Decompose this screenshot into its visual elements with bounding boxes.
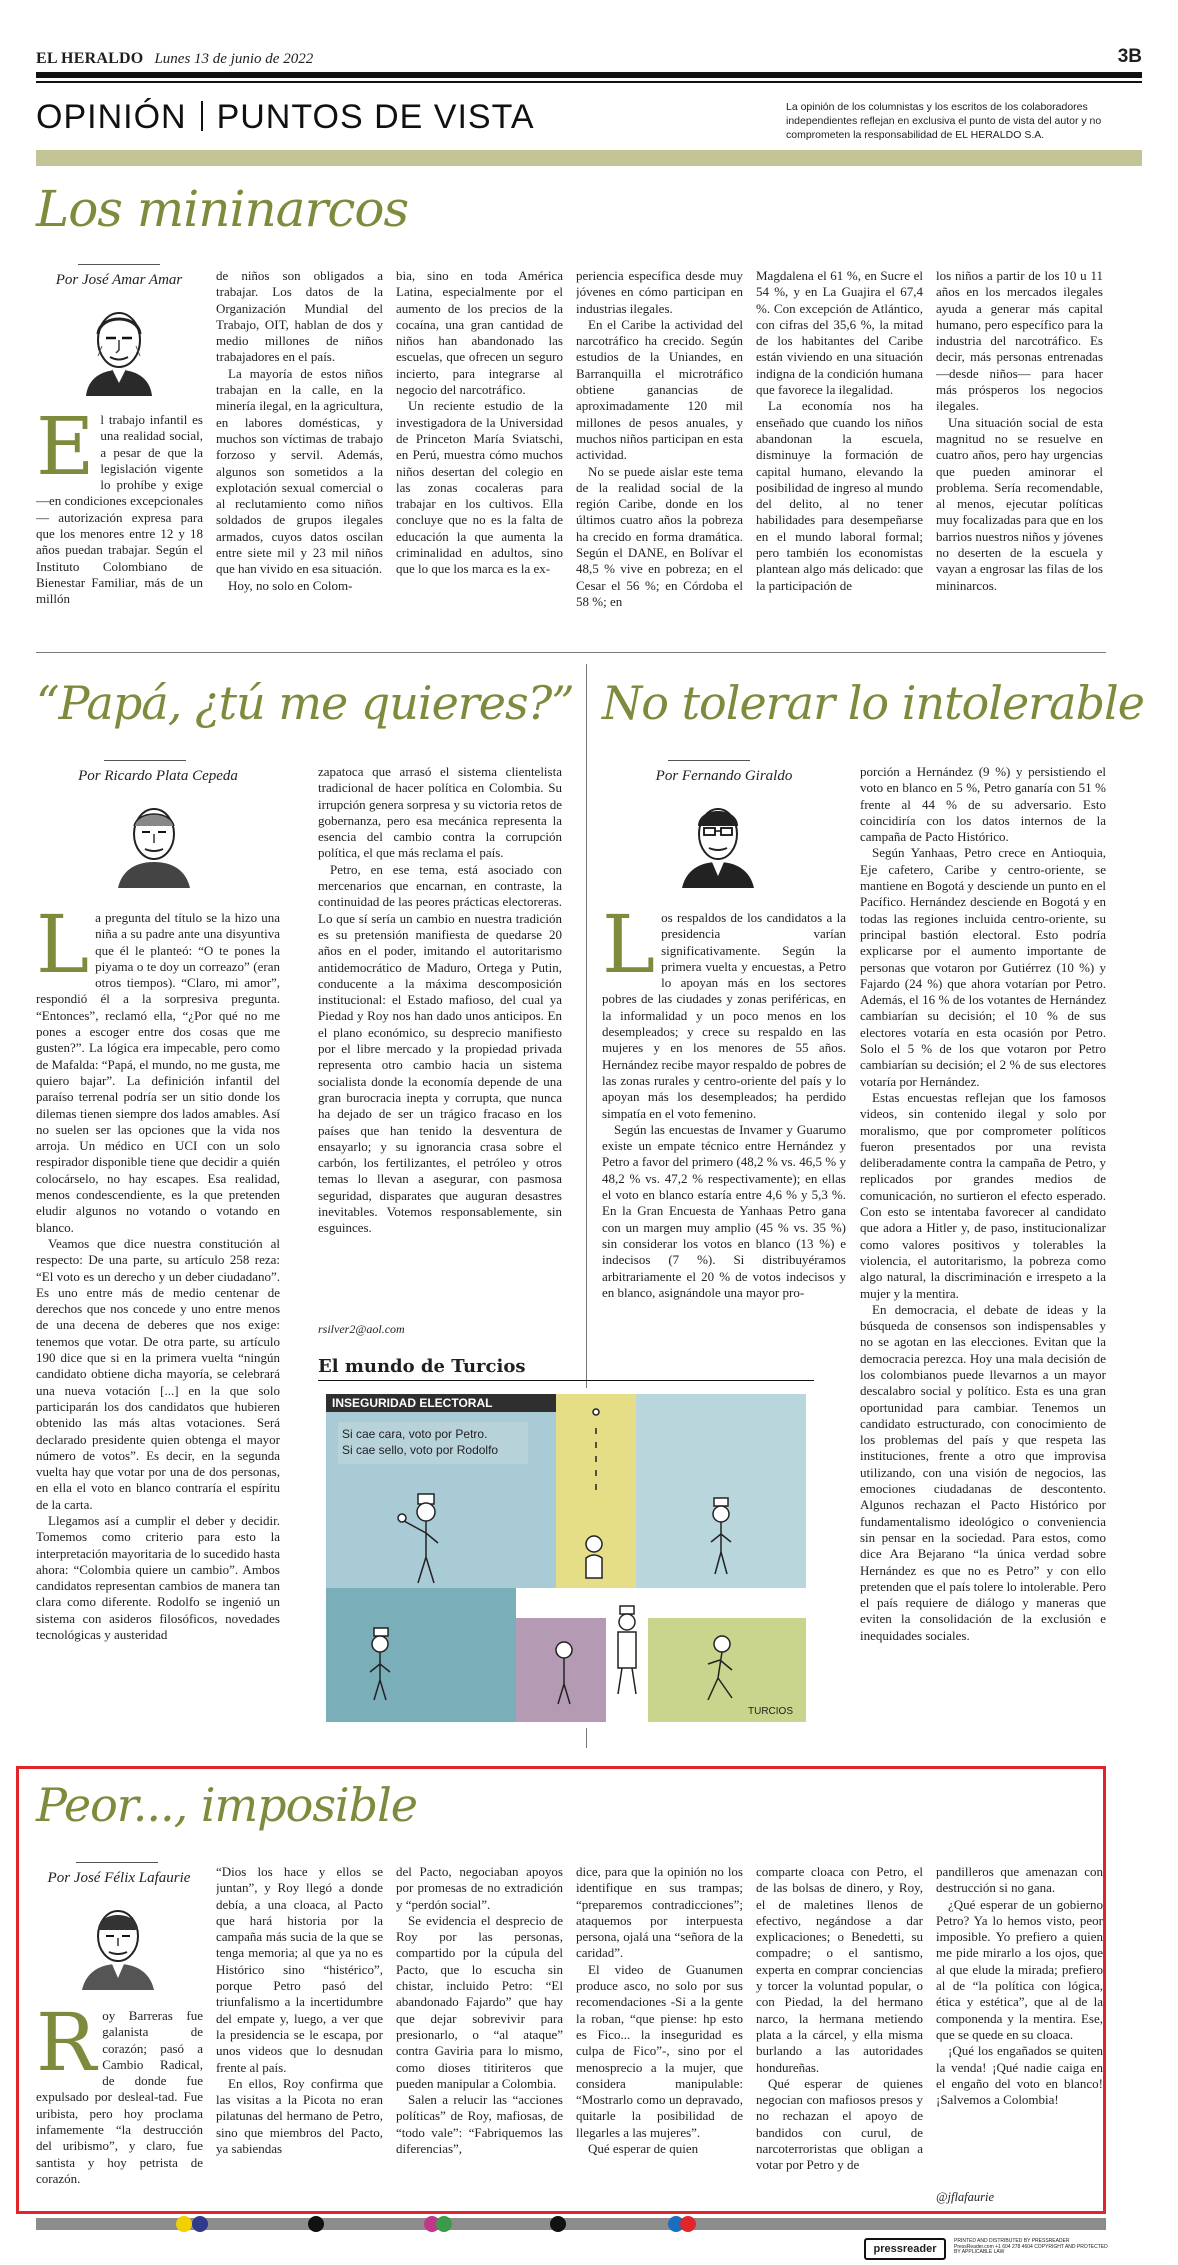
- cartoon-section-title: El mundo de Turcios: [318, 1356, 526, 1377]
- issue-date: Lunes 13 de junio de 2022: [154, 51, 314, 67]
- paragraph: Hoy, no solo en Colom-: [228, 577, 353, 593]
- cartoon-caption-line-2: Si cae sello, voto por Rodolfo: [342, 1443, 499, 1457]
- paragraph: periencia específica desde muy jóvenes en cómo participan en industrias ilegales.: [576, 268, 743, 316]
- byline: Por Fernando Giraldo: [655, 768, 793, 784]
- drop-cap: E: [36, 412, 95, 493]
- article-column: [576, 268, 743, 624]
- paragraph: Veamos que dice nuestra constitución al respecto: De una parte, su artículo 258 reza: “El voto es un derecho y un deber ciudadano”. Es uno entre más de medio centenar de derechos que nos concede y uno entre menos de una decena de deberes que nos exige: tenemos que votar. De otra parte, su artículo 190 dice que si en la primera vuelta “ningún candidato obtiene dicha mayoría, se celebrará una nueva votación [...] en la que solo participarán los dos candidatos que hubieren obtenido las más altas votaciones. Será declarado presidente quien obtenga el mayor número de votos”. Es decir, en la segunda vuelta hay que votar por una de dos personas, en ella el voto en blanco contraría el espíritu de la carta.: [36, 1235, 280, 1512]
- author-portrait: [676, 796, 760, 888]
- article-column: [36, 412, 203, 624]
- registration-dot: [436, 2216, 452, 2232]
- article-title: No tolerar lo intolerable: [602, 676, 1144, 730]
- paragraph: Qué esperar de quien: [588, 2141, 699, 2157]
- paragraph: ¡Qué los engañados se quiten la venda! ¡Qué nadie caiga en el engaño del voto en blanco! ¡Salvemos a Colombia!: [936, 2043, 1103, 2108]
- section-title: [36, 98, 535, 137]
- section-left: OPINIÓN: [36, 98, 187, 136]
- article-column: [396, 268, 563, 624]
- paragraph: zapatoca que arrasó el sistema clientelista tradicional de hacer política en Colombia. Su irrupción genera sorpresa y su victoria retos de gobernanza, pero esa mecánica representa la esencia del cambio contra la corrupción política, el que más reclama el país.: [318, 764, 562, 861]
- author-portrait: [76, 300, 162, 396]
- registration-dot: [550, 2216, 566, 2232]
- paragraph: Según Yanhaas, Petro crece en Antioquia, Eje cafetero, Caribe y centro-oriente, se mantiene en Bogotá y desciende un punto en el Pacífico. Hernández desciende en Bogotá y en todas las regiones incluida centro-oriente, su principal bastión electoral. Esto podría explicarse por el aumento importante de personas que votaron por Gutiérrez (10 %) y Fajardo (24 %) que ahora votarían por Petro. Además, el 16 % de los votantes de Hernández cambiarían su decisión; el 10 % de sus electores votaría en esta ocasión por Petro. Solo el 5 % de los que votaron por Petro cambiarían su decisión; el 2 % de sus electores votaría por Hernández.: [860, 845, 1106, 1089]
- section-right: PUNTOS DE VISTA: [216, 98, 535, 136]
- article-column: [756, 1864, 923, 2208]
- paragraph: El video de Guanumen produce asco, no solo por sus recomendaciones -Si a la gente la roban, “que piense: hp esto es Fico... la inseguridad es culpa de Fico”-, sino por el menosprecio a la mujer, que considera manipulable: “Mostrarlo como un depravado, quitarle la posibilidad de llegarles a las mujeres”.: [576, 1961, 743, 2140]
- paragraph: Una situación social de esta magnitud no se resuelve en cuatro años, pero hay urgencias que pueden aminorar el problema. Sería recomendable, al menos, ejecutar políticas muy focalizadas para que en los barrios nuestros niños y jóvenes no deserten de la escuela y vayan a engrosar las filas de los mininarcos.: [936, 414, 1103, 593]
- author-portrait: [112, 796, 196, 888]
- editorial-cartoon: [318, 1388, 814, 1728]
- article-column: [756, 268, 923, 624]
- article-column: [936, 1864, 1103, 2190]
- cartoon-signature: TURCIOS: [748, 1706, 793, 1717]
- article-column: [860, 764, 1106, 1748]
- paragraph: pandilleros que amenazan con destrucción si no gana.: [936, 1864, 1103, 1896]
- byline: Por José Félix Lafaurie: [47, 1870, 191, 1886]
- byline-rule: [104, 760, 186, 761]
- author-handle: @jflafaurie: [936, 2190, 995, 2204]
- article-column: [36, 2008, 203, 2208]
- section-color-bar: [36, 150, 1142, 166]
- article-column: [396, 1864, 563, 2208]
- pressreader-footer: [864, 2238, 1110, 2260]
- article-column: [936, 268, 1103, 624]
- pressreader-fine-print: PRINTED AND DISTRIBUTED BY PRESSREADER PressReader.com +1 604 278 4604 COPYRIGHT AND PROTECTED BY APPLICABLE LAW: [954, 2238, 1108, 2255]
- cartoon-rule: [318, 1380, 814, 1381]
- article-title: Peor..., imposible: [36, 1778, 418, 1832]
- newspaper-name: EL HERALDO: [36, 50, 144, 67]
- registration-dot: [192, 2216, 208, 2232]
- masthead-rule-thin: [36, 81, 1142, 83]
- author-portrait: [76, 1898, 160, 1990]
- paragraph: Se evidencia el desprecio de Roy por las personas, compartido por la cúpula del Pacto, que lo escucha sin chistar, incluido Petro: “El abandonado Fajardo” que hay que dejar sobrevivir para presionarlo, o “al ataque” contra Gaviria para lo mismo, como dioses titiriteros que pueden manipular a Colombia.: [396, 1912, 563, 2091]
- paragraph: Magdalena el 61 %, en Sucre el 54 %, y en La Guajira el 67,4 %. Con excepción de Atlántico, con cifras del 35,6 %, la mitad de los habitantes del Caribe están viviendo en una situación indigna de la condición humana que favorece la ilegalidad.: [756, 268, 923, 398]
- pressreader-logo[interactable]: pressreader: [864, 2238, 946, 2260]
- paragraph: bia, sino en toda América Latina, especialmente por el aumento de los precios de la cocaína, una gran cantidad de niños han abandonado las escuelas, que ofrecen un seguro incierto, para integrarse al negocio del narcotráfico.: [396, 268, 563, 398]
- paragraph: “Dios los hace y ellos se juntan”, y Roy llegó a donde debía, a una cloaca, al Pacto que hará historia por la campaña más sucia de la que se tenga memoria; al que ya no es Histórico sino “histérico”, porque Petro pasó del triunfalismo a la incertidumbre del empate y, luego, a ver que la presidencia se le escapa, por unos videos que lo desnudan frente al país.: [216, 1864, 383, 2075]
- paragraph: Llegamos así a cumplir el deber y decidir. Tomemos como criterio para esto la interpretación mayoritaria de lo sucedido hasta ahora: “Colombia quiere un cambio”. Ambos candidatos representan cambios de manera tan clara como diferente. Rodolfo se ingenió un sistema con asideros filosóficos, novedades tecnológicas y austeridad: [36, 1512, 280, 1643]
- paragraph: dice, para que la opinión no los identifique en sus trampas; “preparemos contradicciones”; ataquemos por interpuesta persona, ojalá una “señora de la caridad”.: [576, 1864, 743, 1961]
- paragraph: Qué esperar de quienes negocian con mafiosos presos y no rechazan el apoyo de bandidos con curul, de narcoterroristas que obligan a votar por Petro y de: [756, 2075, 923, 2173]
- article-column: [216, 1864, 383, 2208]
- column-text: os respaldos de los candidatos a la presidencia varían significativamente. Según la primera vuelta y encuestas, a Petro lo apoyan más en los sectores pobres de las ciudades y zonas periféricas, en la informalidad y un poco menos en los desempleados; y crece su respaldo en las mujeres y en los menores de 55 años. Hernández recibe mayor respaldo de pobres de las zonas rurales y centro-oriente del país y lo apoyan más los desempleados; ha perdido simpatía en el voto femenino.: [602, 910, 846, 1121]
- masthead-rule: [36, 72, 1142, 78]
- article-column: [602, 910, 846, 1344]
- paragraph: Petro, en ese tema, está asociado con mercenarios que encarnan, en contraste, la continuidad de las peores prácticas electoreras. Lo que sí sería un cambio en nuestra tradición es su pretensión manifiesta de quedarse 20 años en el poder, imitando el autoritarismo antidemocrático de Maduro, Ortega y Putin, conducente a la máxima descomposición institucional: el Estado mafioso, del cual ya Piedad y Roy nos han dado unos anticipos. En el plano económico, su desprecio manifiesto por el libre mercado y la propiedad privada representa otro cambio hacia un sistema socialista donde la economía depende de una gran burocracia inepta y corrupta, que nunca ha dejado de ser un trágico fracaso en los países que han tenido la desventura de ensayarlo; y su ignorancia crasa sobre el carbón, los fertilizantes, el petróleo y otros temas lo llevan a asegurar, con pasmosa seguridad, disparates que auguran desastres inevitables. Votemos responsablemente, sin esguinces.: [318, 861, 562, 1236]
- paragraph: comparte cloaca con Petro, el de las bolsas de dinero, y Roy, el de maletines llenos de efectivo, negándose a dar explicaciones; o Benedetti, su compadre; o el santismo, experta en comprar conciencias y torcer la voluntad popular, o con Piedad, la del hermano narco, la hermana metiendo plata a la cárcel, y ella misma burlando a las autoridades hondureñas.: [756, 1864, 923, 2075]
- paragraph: Según las encuestas de Invamer y Guarumo existe un empate técnico entre Hernández y Petro a favor del primero (48,2 % vs. 46,5 % y 48,2 % vs. 47,2 % respectivamente); en ellas el voto en blanco estaría entre 4,6 % y 5,3 %. En la Gran Encuesta de Yanhaas Petro gana con un margen muy amplio (45 % vs. 35 %) sin considerar los votos en blanco (13 %) e indecisos (7 %). Si distribuyéramos arbitrariamente el 20 % de votos indecisos y en blanco, asignándole una mayor pro-: [602, 1121, 846, 1300]
- byline-rule: [668, 760, 750, 761]
- paragraph: porción a Hernández (9 %) y persistiendo el voto en blanco en 5 %, Petro ganaría con 51 % frente al 44 % de su adversario. Esto coincidiría con los datos internos de la campaña de Pacto Histórico.: [860, 764, 1106, 845]
- registration-dot: [176, 2216, 192, 2232]
- paragraph: La mayoría de estos niños trabajan en la calle, en la minería ilegal, en la agricultura, en labores domésticas, y muchos son víctimas de trabajo forzoso y servil. Además, algunos son sometidos a la explotación sexual comercial o al reclutamiento como niños soldados de grupos ilegales armados, cuyos datos oscilan entre siete mil y 23 mil niños que han vivido en esa situación.: [216, 365, 383, 577]
- drop-cap: L: [602, 910, 656, 991]
- column-text: oy Barreras fue galanista de corazón; pasó a Cambio Radical, de donde fue expulsado por desleal-tad. Fue uribista, pero hoy proclama infamemente “la destrucción del uribismo”, y claro, fue santista y hoy petrista de corazón.: [36, 2008, 203, 2186]
- author-email: rsilver2@aol.com: [318, 1322, 405, 1336]
- section-divider: [201, 101, 203, 131]
- registration-dot: [680, 2216, 696, 2232]
- byline-rule: [78, 264, 160, 265]
- paragraph: En ellos, Roy confirma que las visitas a la Picota no eran pilatunas del hermano de Petro, sino que miembros del Pacto, ya sabiendas: [216, 2075, 383, 2157]
- drop-cap: R: [36, 2008, 97, 2089]
- byline: Por José Amar Amar: [55, 272, 183, 288]
- article-column: [576, 1864, 743, 2208]
- paragraph: La economía nos ha enseñado que cuando los niños abandonan la escuela, disminuye la formación de capital humano, elevando la posibilidad de ingreso al mundo del delito, al no tener habilidades para desempeñarse en el mundo laboral formal; pero también los economistas plantean algo más delicado: que la participación de: [756, 398, 923, 593]
- column-text: l trabajo infantil es una realidad social, a pesar de que la legislación vigente lo prohíbe y exige —en condiciones excepcionales— autorización expresa para que los menores entre 12 y 18 años puedan trabajar. Según el Instituto Colombiano de Bienestar Familiar, más de un millón: [36, 412, 203, 607]
- article-column: [216, 268, 383, 624]
- byline-rule: [76, 1862, 158, 1863]
- paragraph: En democracia, el debate de ideas y la búsqueda de consensos son indispensables y no se agotan en las elecciones. Evitan que la democracia perezca. Hoy una mala decisión de los colombianos puede llevarnos a un mayor descalabro social y político. Esta es una gran oportunidad para cambiar. Tenemos un candidato estructurado, con conocimiento de los problemas del país y que respeta las instituciones, frente a otro que improvisa utilizando, con una visión de negocios, las emociones ciudadanas de descontento. Algunos rechazan el Pacto Histórico por fundamentalismo ideológico o conveniencia sin pensar en la sociedad. Para estos, como dice Ara Bejarano “la única verdad sobre Hernández es que no es Petro” y con ello pretenden que el país tolere lo intolerable. Pero el país requiere de diálogo y maneras que eviten la consolidación de la exclusión e inequidades sociales.: [860, 1301, 1106, 1643]
- byline: Por Ricardo Plata Cepeda: [78, 768, 238, 784]
- masthead: [36, 48, 1142, 68]
- article-column: [36, 910, 280, 1778]
- column-text: a pregunta del título se la hizo una niña a su padre ante una disyuntiva que él le planteó: “O te pones la piyama o te doy un correazo” (eran otros tiempos). “Claro, mi amor”, respondió él a la sorpresiva pregunta. “Entonces”, reclamó ella, “¿Por qué no me pones a escoger entre dos cosas que me gusten?”. La lógica era impecable, pero como de Mafalda: “Papá, el mundo, no me gusta, me quiero bajar”. La definición infantil del paraíso terrenal podría ser un sitio donde los dilemas tienen siempre dos lados amables. Así no suelen ser las opciones que la vida nos arroja. Un médico en UCI con un solo respirador disponible tiene que decidir a quién colocárselo, no hay escapes. Esa realidad, menos condescendiente, es la que pretenden eludir algunos no votando o votando en blanco.: [36, 910, 280, 1235]
- article-column: [318, 764, 562, 1324]
- cartoon-caption-line-1: Si cae cara, voto por Petro.: [342, 1427, 488, 1441]
- paragraph: No se puede aislar este tema de la realidad social de la región Caribe, donde en los últimos cuatro años la pobreza ha crecido en forma dramática. Según el DANE, en Bolívar el 48,5 % vive en pobreza; en el Cesar el 56 %; en Córdoba el 58 %; en: [576, 463, 743, 609]
- paragraph: Un reciente estudio de la investigadora de la Universidad de Princeton María Sviatschi, en Perú, muestra cómo muchos niños desertan del colegio en las zonas cocaleras para trabajar en los cultivos. Ella concluye que no es la falta de educación la que aumenta la criminalidad en adultos, sino que lo que los marca es la ex-: [396, 398, 563, 577]
- article-separator: [36, 652, 1106, 653]
- paragraph: Salen a relucir las “acciones políticas” de Roy, mafiosas, de “todo vale”: “Fabriquemos las diferencias”,: [396, 2092, 563, 2157]
- cartoon-banner: INSEGURIDAD ELECTORAL: [332, 1396, 493, 1410]
- paragraph: de niños son obligados a trabajar. Los datos de la Organización Mundial del Trabajo, OIT, hablan de dos y medio millones de niños trabajadores en el país.: [216, 268, 383, 365]
- paragraph: los niños a partir de los 10 u 11 años en los mercados ilegales ayuda a generar más capital humano, pero específico para la industria del narcotráfico. Es decir, más personas entrenadas —desde niños— para hacer más prósperos los negocios ilegales.: [936, 268, 1103, 414]
- paragraph: ¿Qué esperar de un gobierno Petro? Ya lo hemos visto, peor imposible. Yo prefiero a quien me pide mirarlo a los ojos, que al que elude la mirada; prefiero al de “la política con lógica, ética y estética”, que al de la componenda y la mentira. Ese, que se quede en su cloaca.: [936, 1896, 1103, 2042]
- paragraph: En el Caribe la actividad del narcotráfico ha crecido. Según estudios de la Uniandes, en Barranquilla el microtráfico obtiene ganancias de aproximadamente 120 mil millones de pesos anuales, y muchos niños participan en esta actividad.: [576, 316, 743, 463]
- paragraph: del Pacto, negociaban apoyos por promesas de no extradición y “perdón social”.: [396, 1864, 563, 1912]
- drop-cap: L: [36, 910, 90, 991]
- section-disclaimer: La opinión de los columnistas y los escritos de los colaboradores independientes reflejan en exclusiva el punto de vista del autor y no comprometen la responsabilidad de EL HERALDO S.A.: [786, 101, 1102, 141]
- article-title: Los mininarcos: [36, 180, 409, 238]
- paragraph: Estas encuestas reflejan que los famosos videos, sin contenido ilegal y solo por moralismo, que por comprometer políticos fueron presentados por una revista deliberadamente contra la campaña de Petro, y replicados por grandes medios de comunicación, no surtieron el efecto esperado. Con esto se intentaba favorecer al candidato que adora a Hitler y, de paso, institucionalizar como valores positivos y tolerables la violencia, el autoritarismo, la pobreza como algo natural, la discriminación e irrespeto a la mujer y la mentira.: [860, 1089, 1106, 1301]
- article-title: “Papá, ¿tú me quieres?”: [36, 676, 574, 730]
- page-number: 3B: [1117, 46, 1142, 67]
- registration-dot: [308, 2216, 324, 2232]
